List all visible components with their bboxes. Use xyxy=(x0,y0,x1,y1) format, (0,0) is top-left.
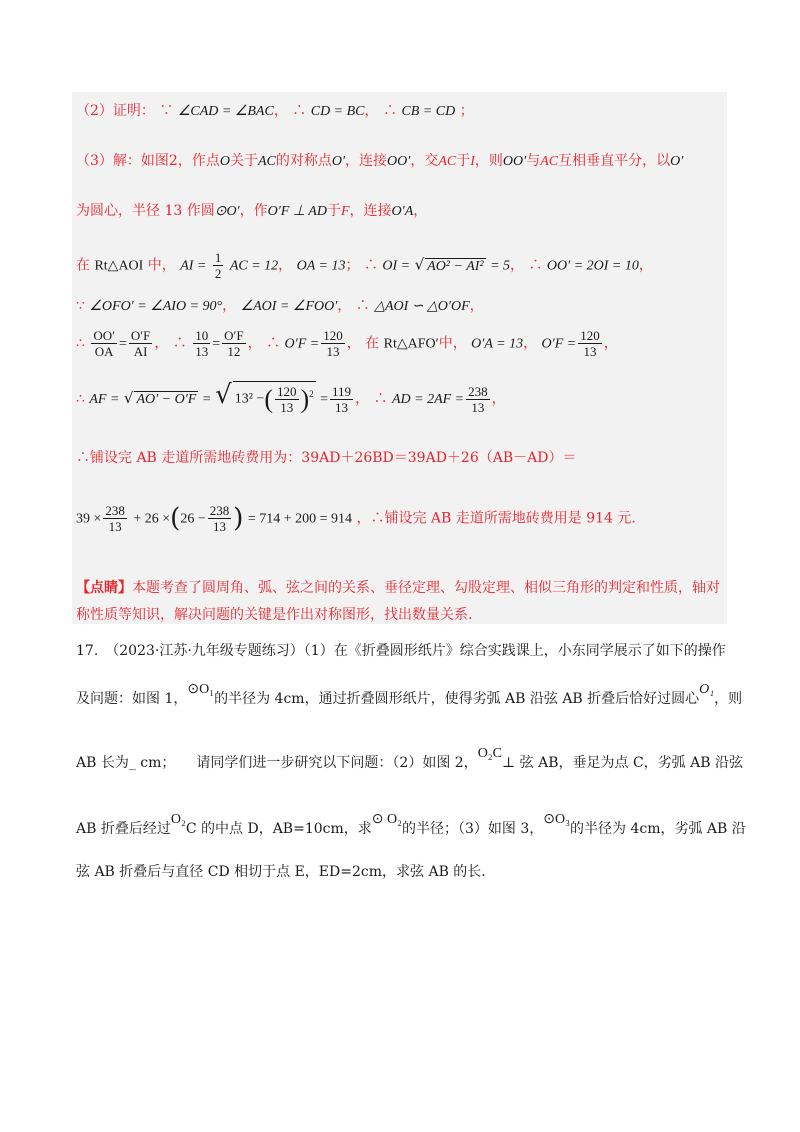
problem-line-1: 17. （2023·江苏·九年级专题练习）（1）在《折叠圆形纸片》综合实践课上，小东同学展示了如下的操作 xyxy=(76,643,726,659)
problem-line-5: 弦 AB 折叠后与直径 CD 相切于点 E，ED=2cm，求弦 AB 的长. xyxy=(76,864,486,880)
solution-line-9: 39 × $\frac{238}{13}$ + 26 ×(26 − $\frac{238}{13}$ ) = 714 + 200 = 914 ，∴铺设完 AB 走道所需地砖费用是 914 元. xyxy=(76,503,636,534)
equation: CD = BC xyxy=(310,104,365,119)
equation: CB = CD xyxy=(401,104,456,119)
solution-line-8: ∴铺设完 AB 走道所需地砖费用为：39AD＋26BD＝39AD＋26（AB－AD）＝ xyxy=(76,450,577,466)
solution-line-7: ∴ AF = √ AO′ − O′F = √ 13² −( $\frac{120}{13}$ )$^2$ = $\frac{119}{13}$ ， ∴ AD = 2AF = $\frac{238}{13}$ ， xyxy=(76,380,506,416)
fraction: $\frac{1}{2}$ xyxy=(214,250,222,281)
problem-line-4: AB 折叠后经过O₂C 的中点 D，AB=10cm，求⊙ O₂的半径；（3）如图 3，⊙O₃的半径为 4cm，劣弧 AB 沿 xyxy=(76,812,746,837)
solution-line-3: 为圆心，半径 13 作圆⊙O′，作O′F ⊥ AD于F，连接O′A， xyxy=(76,203,428,219)
solution-line-5: ∵ ∠OFO′ = ∠AIO = 90°， ∠AOI = ∠FOO′， ∴ △AOI ∽ △O′OF， xyxy=(76,298,484,314)
comment-line-2: 称性质等知识，解决问题的关键是作出对称图形，找出数量关系. xyxy=(76,607,473,623)
solution-line-2: （3）解：如图2，作点O关于AC的对称点O′，连接OO′，交AC于I，则OO′与AC互相垂直平分，以O′ xyxy=(76,153,684,169)
problem-line-3: AB 长为_ cm； 请同学们进一步研究以下问题：（2）如图 2，O₂C⊥ 弦 AB，垂足为点 C，劣弧 AB 沿弦 xyxy=(76,746,743,771)
solution-line-4: 在 Rt△AOI 中， AI = $\frac{1}{2}$ AC = 12， OA = 13； ∴ OI = √ AO² − AI² = 5， ∴ OO′ = 2OI = 10， xyxy=(76,250,653,281)
part2-label: （2）证明： xyxy=(76,103,155,119)
therefore-symbol: ∴ xyxy=(382,103,397,119)
because-symbol: ∵ xyxy=(159,103,174,119)
comment-tag: 【点睛】 xyxy=(76,580,132,596)
equation: ∠CAD = ∠BAC xyxy=(177,104,274,119)
solution-line-1: （2）证明： ∵ ∠CAD = ∠BAC， ∴ CD = BC， ∴ CB = CD ； xyxy=(76,103,474,119)
problem-line-2: 及问题：如图 1，⊙O₁的半径为 4cm，通过折叠圆形纸片，使得劣弧 AB 沿弦 AB 折叠后恰好过圆心O₁，则 xyxy=(76,682,743,707)
therefore-symbol: ∴ xyxy=(292,103,307,119)
comment-line-1: 【点睛】本题考查了圆周角、弧、弦之间的关系、垂径定理、勾股定理、相似三角形的判定和性质，轴对 xyxy=(76,580,720,596)
solution-line-6: ∴ $\frac{OO'}{OA}$ = $\frac{O'F}{AI}$ ， ∴ $\frac{10}{13}$ = $\frac{O'F}{12}$ ， ∴ O′F = $\frac{120}{13}$ ， 在 Rt△AFO′中， O′A = 13， O′F = $\frac{120}{13}$ ， xyxy=(76,328,618,359)
conclusion-text: ，∴铺设完 AB 走道所需地砖费用是 914 元. xyxy=(356,510,636,527)
